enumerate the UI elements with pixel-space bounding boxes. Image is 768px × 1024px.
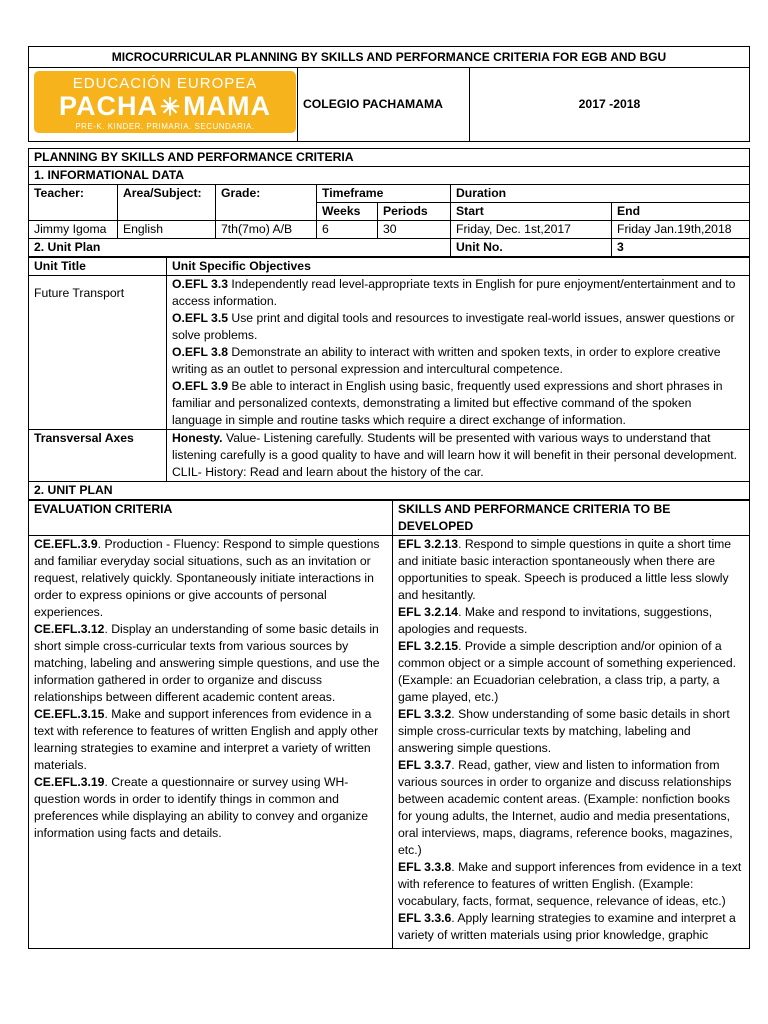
logo-line1: EDUCACIÓN EUROPEA [72, 75, 258, 92]
transversal-axes-content [167, 430, 750, 482]
transversal-axes-label: Transversal Axes [29, 430, 167, 482]
criteria-item [34, 621, 387, 706]
criteria-item [34, 536, 387, 621]
skill-text: . Make and respond to invitations, suggestions, apologies and requests. [398, 605, 713, 636]
skill-text: . Read, gather, view and listen to information from various sources in order to organize and discuss relationships between academic content areas. (Example: nonfiction books for young adults, the Internet, audio and media presentations, oral interviews, maps, diagrams, reference books, magazines, etc.) [398, 758, 733, 857]
skill-item [398, 910, 744, 944]
skill-code: EFL 3.3.7 [398, 758, 452, 772]
school-year: 2017 -2018 [470, 68, 750, 142]
objective-item [172, 276, 744, 310]
skill-item [398, 859, 744, 910]
skill-text: . Apply learning strategies to examine and interpret a variety of written materials using prior knowledge, graphic [398, 911, 736, 942]
header-table [28, 46, 750, 142]
criteria-text: . Production - Fluency: Respond to simple questions and familiar everyday social situations, such as an invitation or request, relatively quickly. Spontaneously initiate interactions in order to express opinions or give accounts of personal experiences. [34, 537, 380, 619]
end-label: End [612, 203, 750, 221]
objectives-label: Unit Specific Objectives [167, 258, 750, 276]
unit-no-label: Unit No. [451, 239, 612, 257]
periods-value: 30 [378, 221, 451, 239]
logo-cell [29, 68, 298, 142]
logo-line2 [34, 92, 296, 122]
criteria-text: . Make and support inferences from evidence in a text with reference to features of written English and apply other learning strategies to examine and interpret a variety of written materials. [34, 707, 379, 772]
axes-text [172, 430, 744, 464]
periods-label: Periods [378, 203, 451, 221]
logo-word-right: MAMA [183, 91, 272, 121]
objective-text: Demonstrate an ability to interact with written and spoken texts, in order to explore creative writing as an outlet to personal expression and intercultural competence. [172, 345, 721, 376]
criteria-code: CE.EFL.3.15 [34, 707, 105, 721]
objective-code: O.EFL 3.5 [172, 311, 228, 325]
planning-document [28, 46, 749, 949]
skill-code: EFL 3.3.6 [398, 911, 452, 925]
end-value: Friday Jan.19th,2018 [612, 221, 750, 239]
skill-item [398, 638, 744, 706]
objectives-list [167, 276, 750, 430]
skill-text: . Make and support inferences from evidence in a text with reference to features of written English. (Example: vocabulary, facts, format, sequence, relevance of ideas, etc.) [398, 860, 742, 908]
clil-text: CLIL- History: Read and learn about the history of the car. [172, 465, 484, 479]
skill-item [398, 536, 744, 604]
area-value: English [118, 221, 216, 239]
weeks-value: 6 [317, 221, 378, 239]
objective-item [172, 378, 744, 429]
objective-text: Independently read level-appropriate texts in English for pure enjoyment/entertainment and to access information. [172, 277, 736, 308]
objective-item [172, 310, 744, 344]
skills-criteria-list [393, 536, 750, 949]
unit-plan2-heading: 2. UNIT PLAN [29, 482, 750, 500]
grade-value: 7th(7mo) A/B [216, 221, 317, 239]
criteria-text: . Display an understanding of some basic details in short simple cross-curricular texts from various sources by matching, labeling and answering simple questions, and use the information gathered in order to organize and discuss relationships between different academic content areas. [34, 622, 380, 704]
logo-line3: PRE-K. KINDER. PRIMARIA. SECUNDARIA. [75, 122, 255, 131]
logo-word-left: PACHA [58, 91, 158, 121]
criteria-code: CE.EFL.3.12 [34, 622, 105, 636]
skill-text: . Respond to simple questions in quite a short time and initiate basic interaction spontaneously when there are opportunities to speak. Speech is produced a little less slowly and hesitantly. [398, 537, 732, 602]
skill-text: . Provide a simple description and/or opinion of a common object or a simple account of something experienced. (Example: an Ecuadorian celebration, a class trip, a party, a game played, etc.) [398, 639, 737, 704]
skill-code: EFL 3.2.14 [398, 605, 459, 619]
timeframe-label: Timeframe [317, 185, 451, 203]
unit-no-value: 3 [612, 239, 750, 257]
start-label: Start [451, 203, 612, 221]
document-title: MICROCURRICULAR PLANNING BY SKILLS AND PERFORMANCE CRITERIA FOR EGB AND BGU [29, 47, 750, 68]
objective-item [172, 344, 744, 378]
criteria-item [34, 706, 387, 774]
criteria-table [28, 500, 750, 949]
axes-description: Value- Listening carefully. Students will be presented with various ways to understand that listening carefully is a good quality to have and will learn how it will benefit in their personal development. [172, 431, 738, 462]
teacher-value: Jimmy Igoma [29, 221, 118, 239]
objective-code: O.EFL 3.9 [172, 379, 228, 393]
axes-value-name: Honesty. [172, 431, 223, 445]
criteria-code: CE.EFL.3.19 [34, 775, 105, 789]
objective-text: Be able to interact in English using basic, frequently used expressions and short phrases in familiar and personalized contexts, demonstrating a limited but effective command of the spoken language in simple and routine tasks which require a direct exchange of information. [172, 379, 723, 427]
duration-label: Duration [451, 185, 750, 203]
criteria-item [34, 774, 387, 842]
info-table [28, 148, 750, 257]
unit-title-label: Unit Title [29, 258, 167, 276]
start-value: Friday, Dec. 1st,2017 [451, 221, 612, 239]
skill-code: EFL 3.2.15 [398, 639, 459, 653]
criteria-text: . Create a questionnaire or survey using WH-question words in order to identify things in common and preferences while displaying an ability to convey and organize information using facts and details. [34, 775, 369, 840]
criteria-code: CE.EFL.3.9 [34, 537, 98, 551]
area-label: Area/Subject: [118, 185, 216, 221]
planning-heading: PLANNING BY SKILLS AND PERFORMANCE CRITERIA [29, 149, 750, 167]
teacher-label: Teacher: [29, 185, 118, 221]
skill-text: . Show understanding of some basic details in short simple cross-curricular texts by matching, labeling and answering simple questions. [398, 707, 730, 755]
unit-table [28, 257, 750, 500]
skill-item [398, 757, 744, 859]
objective-code: O.EFL 3.3 [172, 277, 228, 291]
evaluation-criteria-list [29, 536, 393, 949]
skill-code: EFL 3.3.8 [398, 860, 452, 874]
skill-item [398, 604, 744, 638]
skill-code: EFL 3.2.13 [398, 537, 459, 551]
skill-code: EFL 3.3.2 [398, 707, 452, 721]
grade-label: Grade: [216, 185, 317, 221]
objective-code: O.EFL 3.8 [172, 345, 228, 359]
pachamama-logo [34, 71, 296, 133]
sun-icon: ✳ [159, 94, 182, 121]
skills-criteria-label: SKILLS AND PERFORMANCE CRITERIA TO BE DEVELOPED [393, 501, 750, 536]
evaluation-criteria-label: EVALUATION CRITERIA [29, 501, 393, 536]
unit-plan-heading: 2. Unit Plan [29, 239, 451, 257]
school-name: COLEGIO PACHAMAMA [298, 68, 470, 142]
skill-item [398, 706, 744, 757]
objective-text: Use print and digital tools and resources to investigate real-world issues, answer questions or solve problems. [172, 311, 735, 342]
unit-title-value: Future Transport [29, 276, 167, 430]
weeks-label: Weeks [317, 203, 378, 221]
info-heading: 1. INFORMATIONAL DATA [29, 167, 750, 185]
